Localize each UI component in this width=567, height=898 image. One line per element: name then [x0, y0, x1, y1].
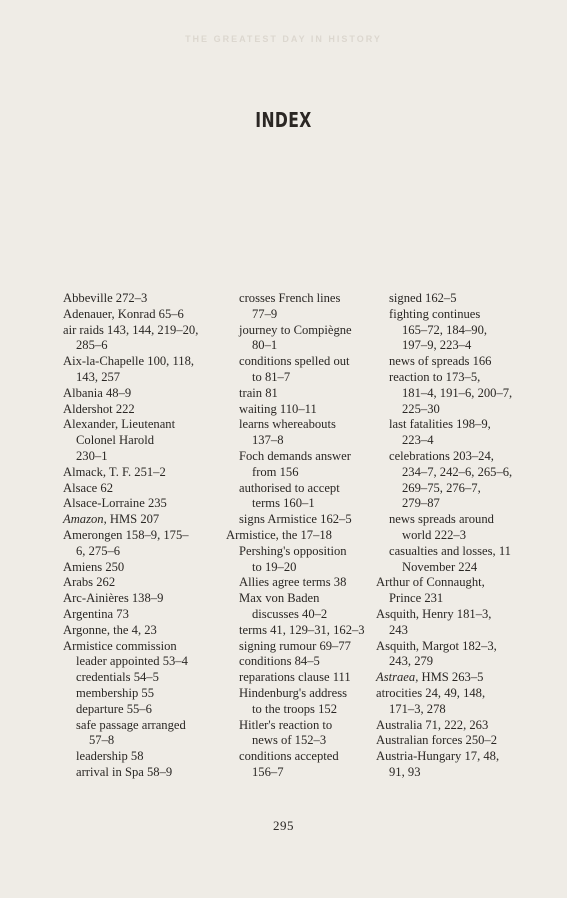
index-entry-line: Amiens 250	[63, 559, 125, 574]
index-entry-line: Armistice, the 17–18	[226, 527, 332, 542]
index-entry-line: leadership 58	[76, 749, 144, 764]
index-entry-line: Allies agree terms 38	[239, 575, 347, 590]
index-entry-line: Alsace 62	[63, 480, 114, 495]
index-entry-line: Arc-Ainières 138–9	[63, 591, 164, 606]
index-entry-line: atrocities 24, 49, 148,	[376, 685, 486, 700]
index-entry-line: 80–1	[252, 338, 278, 353]
index-entry-line: Abbeville 272–3	[63, 291, 148, 305]
index-entry-line: reparations clause 111	[239, 670, 351, 685]
index-entry-line: credentials 54–5	[76, 670, 159, 685]
index-column-2	[226, 291, 371, 781]
index-entry-line: 171–3, 278	[389, 701, 446, 716]
index-entry-line: signed 162–5	[389, 291, 457, 305]
index-entry-line: Asquith, Henry 181–3,	[376, 606, 492, 621]
index-entry-line: Amerongen 158–9, 175–	[63, 527, 189, 542]
index-entry-line: safe passage arranged	[76, 717, 186, 732]
index-entry-line: Argentina 73	[63, 606, 129, 621]
index-entry-line: Prince 231	[389, 591, 444, 606]
index-entry-line: reaction to 173–5,	[389, 369, 481, 384]
running-header-showthrough: THE GREATEST DAY IN HISTORY	[185, 34, 382, 44]
index-entry-line: Amazon, HMS 207	[63, 512, 160, 527]
page-number: 295	[273, 818, 294, 833]
index-entry-line: news of 152–3	[252, 733, 327, 748]
index-entry-line: air raids 143, 144, 219–20,	[63, 322, 199, 337]
index-entry-line: terms 41, 129–31, 162–3	[239, 622, 365, 637]
index-entry-line: 279–87	[402, 496, 440, 511]
index-entry-line: news of spreads 166	[389, 354, 492, 369]
index-entry-line: waiting 110–11	[239, 401, 317, 416]
index-entry-line: Max von Baden	[239, 591, 320, 606]
index-entry-line: Arthur of Connaught,	[376, 575, 485, 590]
index-entry-line: discusses 40–2	[252, 606, 328, 621]
index-entry-line: Albania 48–9	[63, 385, 132, 400]
index-entry-line: train 81	[239, 385, 278, 400]
index-entry-line: 234–7, 242–6, 265–6,	[402, 464, 513, 479]
index-entry-line: crosses French lines	[239, 291, 341, 305]
index-entry-line: Hindenburg's address	[239, 685, 348, 700]
index-entry-line: November 224	[402, 559, 478, 574]
index-entry-line: 285–6	[76, 338, 108, 353]
index-entry-line: terms 160–1	[252, 496, 315, 511]
index-entry-line: departure 55–6	[76, 701, 152, 716]
index-entry-line: Colonel Harold	[76, 433, 154, 448]
index-entry-line: 137–8	[252, 433, 284, 448]
index-entry-line: 91, 93	[389, 764, 421, 779]
index-entry-line: conditions accepted	[239, 749, 339, 764]
index-entry-line: Astraea, HMS 263–5	[376, 670, 484, 685]
index-entry-line: 243	[389, 622, 408, 637]
index-entry-line: fighting continues	[389, 306, 481, 321]
index-entry-line: Australia 71, 222, 263	[376, 717, 489, 732]
index-entry-line: celebrations 203–24,	[389, 448, 494, 463]
page-title: INDEX	[255, 108, 312, 132]
index-entry-line: world 222–3	[402, 527, 467, 542]
index-entry-line: signs Armistice 162–5	[239, 512, 352, 527]
index-entry-line: membership 55	[76, 685, 154, 700]
index-entry-line: Adenauer, Konrad 65–6	[63, 306, 184, 321]
index-entry-line: Australian forces 250–2	[376, 733, 498, 748]
index-entry-line: Foch demands answer	[239, 448, 351, 463]
index-entry-line: to 19–20	[252, 559, 297, 574]
index-entry-line: news spreads around	[389, 512, 494, 527]
index-entry-line: 181–4, 191–6, 200–7,	[402, 385, 513, 400]
index-entry-line: Asquith, Margot 182–3,	[376, 638, 497, 653]
index-entry-line: Arabs 262	[63, 575, 116, 590]
index-entry-line: Armistice commission	[63, 638, 177, 653]
index-entry-line: Almack, T. F. 251–2	[63, 464, 166, 479]
index-entry-line: 243, 279	[389, 654, 434, 669]
index-entry-line: Argonne, the 4, 23	[63, 622, 157, 637]
index-entry-line: signing rumour 69–77	[239, 638, 351, 653]
index-entry-line: 197–9, 223–4	[402, 338, 472, 353]
index-entry-line: 269–75, 276–7,	[402, 480, 481, 495]
index-column-3	[376, 291, 526, 781]
index-entry-line: 57–8	[89, 733, 115, 748]
index-entry-line: leader appointed 53–4	[76, 654, 188, 669]
index-entry-line: Aldershot 222	[63, 401, 135, 416]
index-entry-line: 225–30	[402, 401, 440, 416]
index-entry-line: casualties and losses, 11	[389, 543, 511, 558]
index-entry-line: arrival in Spa 58–9	[76, 764, 173, 779]
index-entry-line: to the troops 152	[252, 701, 338, 716]
index-entry-line: to 81–7	[252, 369, 291, 384]
index-entry-line: 6, 275–6	[76, 543, 121, 558]
index-column-1	[63, 291, 213, 781]
index-entry-line: Alexander, Lieutenant	[63, 417, 176, 432]
index-entry-line: 223–4	[402, 433, 434, 448]
index-entry-line: Alsace-Lorraine 235	[63, 496, 167, 511]
index-entry-line: 156–7	[252, 764, 284, 779]
index-entry-line: learns whereabouts	[239, 417, 336, 432]
index-entry-line: 77–9	[252, 306, 278, 321]
index-entry-line: Aix-la-Chapelle 100, 118,	[63, 354, 195, 369]
index-entry-line: Austria-Hungary 17, 48,	[376, 749, 500, 764]
index-entry-line: Hitler's reaction to	[239, 717, 333, 732]
index-entry-line: conditions 84–5	[239, 654, 320, 669]
index-entry-line: 165–72, 184–90,	[402, 322, 488, 337]
index-entry-line: last fatalities 198–9,	[389, 417, 491, 432]
index-entry-line: authorised to accept	[239, 480, 340, 495]
index-entry-line: 230–1	[76, 448, 108, 463]
index-entry-line: 143, 257	[76, 369, 121, 384]
index-entry-line: Pershing's opposition	[239, 543, 347, 558]
index-entry-line: from 156	[252, 464, 299, 479]
index-entry-line: journey to Compiègne	[239, 322, 352, 337]
index-entry-line: conditions spelled out	[239, 354, 350, 369]
